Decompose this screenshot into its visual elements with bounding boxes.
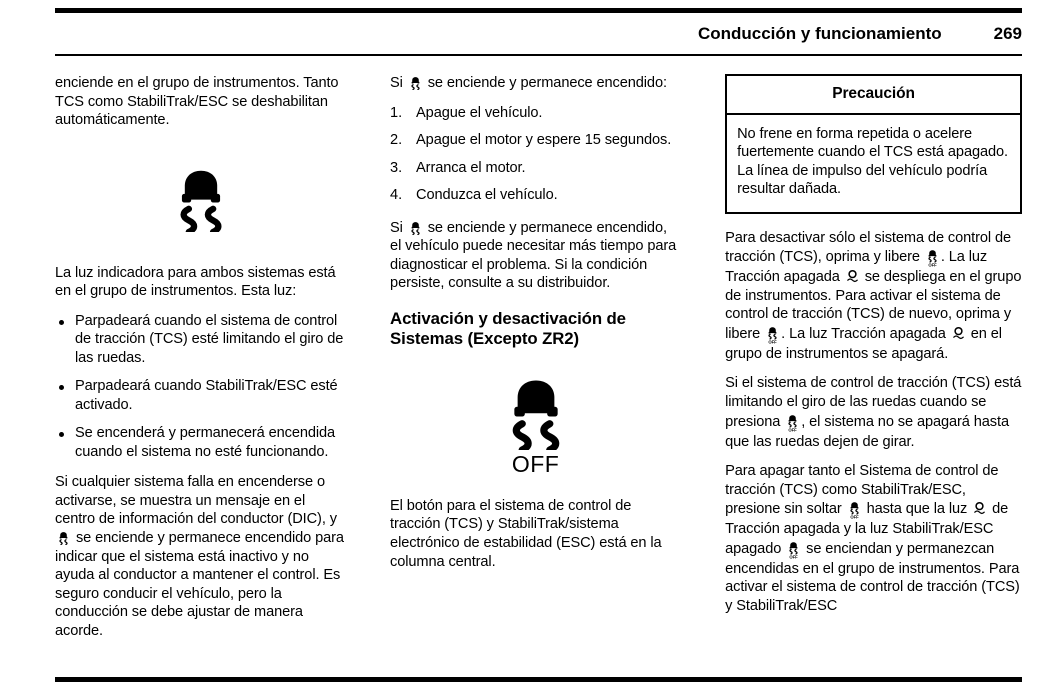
text-run: se enciende y permanece encendido para indicar que el sistema está inactivo y no ayuda al conductor a mantener el control. Es seguro conducir el vehículo, pero la conducción se debe ajustar de manera acorde. [55,529,344,639]
list-item-text: Parpadeará cuando el sistema de control de tracción (TCS) esté limitando el giro de las ruedas. [75,312,344,366]
step-item [390,186,681,205]
traction-off-button-icon [925,247,940,268]
step-text: Conduzca el vehículo. [416,187,558,204]
text-run: se enciende y permanece encendido, el vehículo puede necesitar más tiempo para diagnosticar el problema. Si la condición persiste, consulte a su distribuidor. [390,219,677,292]
traction-icon [164,158,238,232]
caution-box [725,74,1022,214]
page-content [55,74,1022,672]
text-run: de Tracción apagada y la luz StabiliTrak/ESC apagado [725,501,1009,557]
step-text: Arranca el motor. [416,159,526,176]
text-run: , el sistema no se apagará hasta que las ruedas dejen de girar. [725,413,1009,450]
svg-text:OFF: OFF [768,339,777,345]
text-run: Si [390,75,407,91]
traction-icon [56,529,71,545]
paragraph: enciende en el grupo de instrumentos. Tanto TCS como StabiliTrak/ESC se deshabilitan automáticamente. [55,75,339,129]
traction-off-lamp-icon [845,268,860,284]
text-run: Si cualquier sistema falla en encenderse o activarse, se muestra un mensaje en el centro de información del conductor (DIC), y [55,474,337,528]
paragraph: La luz indicadora para ambos sistemas está en el grupo de instrumentos. Esta luz: [55,264,336,300]
paragraph [55,473,346,640]
paragraph: El botón para el sistema de control de tracción (TCS) y StabiliTrak/sistema electrónico de estabilidad (ESC) está en la columna central. [390,497,662,570]
text-run: Para desactivar sólo el sistema de control de tracción (TCS), oprima y libere [725,229,1012,266]
bullet-icon [59,320,64,325]
text-run: Si [390,219,407,236]
page-header [55,24,1022,56]
section-heading: Activación y desactivación de Sistemas (Excepto ZR2) [390,308,626,349]
page-number: 269 [993,24,1022,43]
svg-text:OFF: OFF [928,262,937,268]
middle-column [390,74,681,672]
paragraph [725,374,1022,451]
step-number: 3. [390,159,403,176]
list-item-text: Se encenderá y permanecerá encendida cuando el sistema no esté funcionando. [75,425,336,460]
svg-text:OFF: OFF [788,426,797,432]
step-item [390,104,681,123]
list-item [55,377,346,414]
right-column [725,74,1022,672]
text-run: en el grupo de instrumentos se apagará. [725,325,1002,362]
list-item [55,424,346,461]
caution-title: Precaución [727,76,1020,115]
traction-icon [408,74,423,90]
svg-text:OFF: OFF [789,554,798,560]
step-number: 1. [390,104,403,121]
svg-text:OFF: OFF [849,514,859,520]
traction-off-button-icon [847,499,862,520]
traction-off-lamp-icon [972,500,987,516]
text-run: se despliega en el grupo de instrumentos. Para activar el sistema de control de tracción (TCS) de nuevo, oprima y libere [725,269,1022,342]
steps-list [390,104,681,205]
bullet-icon [59,432,64,437]
text-run: Si el sistema de control de tracción (TCS) está limitando el giro de las ruedas cuando se presiona [725,375,1022,430]
text-run: . La luz Tracción apagada [781,325,950,342]
step-text: Apague el motor y espere 15 segundos. [416,132,672,149]
bottom-rule [55,677,1022,682]
traction-off-lamp-icon [951,325,966,341]
caution-body: No frene en forma repetida o acelere fuertemente cuando el TCS está apagado. La línea de impulso del vehículo podría resultar dañada. [737,125,1008,198]
step-number: 4. [390,187,403,204]
paragraph [390,74,681,93]
text-run: . La luz Tracción apagada [725,249,988,286]
traction-off-button-icon [785,412,800,433]
step-text: Apague el vehículo. [416,104,543,121]
paragraph [725,229,1022,364]
traction-icon [408,219,423,235]
paragraph [390,219,681,293]
page-title: Conducción y funcionamiento [697,24,942,43]
list-item-text: Parpadeará cuando StabiliTrak/ESC esté activado. [75,378,338,413]
traction-off-button-figure [390,366,681,479]
top-rule [55,8,1022,13]
traction-off-button-icon [765,324,780,345]
left-column [55,74,346,672]
text-run: hasta que la luz [862,501,972,518]
text-run: se enciendan y permanezcan encendidas en el grupo de instrumentos. Para activar el sistema de control de tracción (TCS) y StabiliTrak/ESC [725,540,1020,614]
step-item [390,159,681,178]
text-run: Para apagar tanto el Sistema de control de tracción (TCS) como StabiliTrak/ESC, presione sin soltar [725,463,999,518]
traction-icon-figure [55,158,346,232]
bullet-icon [59,385,64,390]
indicator-bullet-list [55,312,346,462]
step-item [390,131,681,150]
traction-off-button-icon [786,539,801,560]
step-number: 2. [390,132,403,149]
paragraph [725,462,1022,615]
off-label: OFF [511,450,560,477]
list-item [55,312,346,368]
text-run: se enciende y permanece encendido: [423,75,667,91]
traction-icon [494,366,578,450]
